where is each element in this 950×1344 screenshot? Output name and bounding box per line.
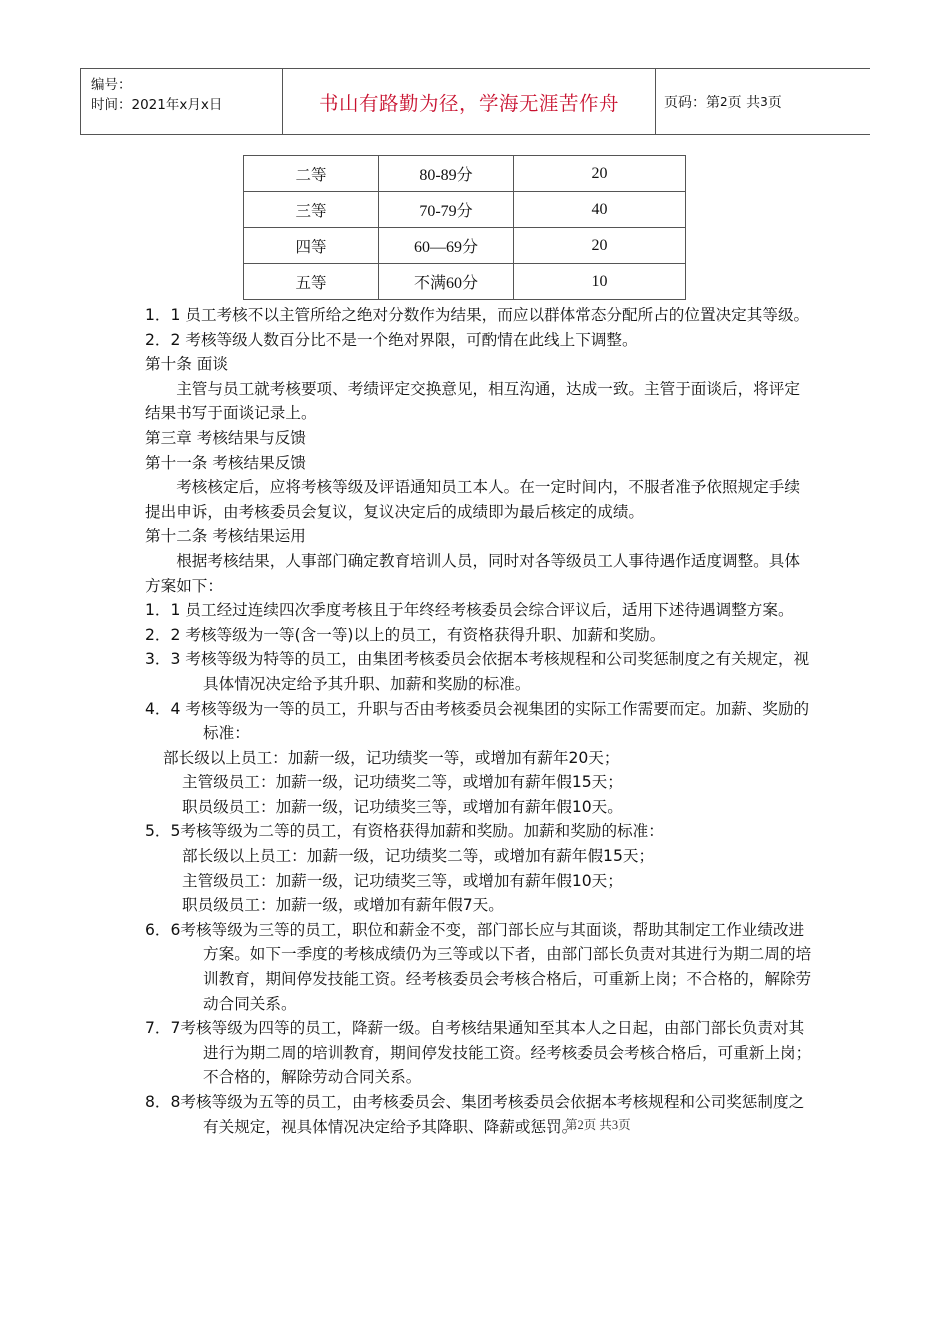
page-total: 3 [760, 94, 768, 109]
header-page-number [656, 69, 870, 134]
header-meta [81, 69, 283, 134]
article-12-title: 第十二条 考核结果运用 [145, 527, 306, 546]
score-range-cell: 不满60分 [379, 264, 514, 300]
rule-7: 7．7考核等级为四等的员工，降薪一级。自考核结果通知至其本人之日起，由部门部长负责对其进行为期二周的培训教育，期间停发技能工资。经考核委员会考核合格后，可重新上岗；不合格的，解除劳动合同关系。 [145, 1019, 812, 1087]
percentage-cell: 20 [514, 156, 686, 192]
percentage-cell: 40 [514, 192, 686, 228]
rule-4-minister: 部长级以上员工：加薪一级，记功绩奖一等，或增加有薪年20天； [163, 748, 620, 767]
header-motto: 书山有路勤为径，学海无涯苦作舟 [283, 69, 656, 134]
grade-cell: 四等 [244, 228, 379, 264]
score-range-cell: 60—69分 [379, 228, 514, 264]
clause-1-1: 1．1 员工考核不以主管所给之绝对分数作为结果，而应以群体常态分配所占的位置决定其等级。 [145, 306, 810, 324]
score-range-cell: 70-79分 [379, 192, 514, 228]
article-12-body: 根据考核结果，人事部门确定教育培训人员，同时对各等级员工人事待遇作适度调整。具体方案如下： [145, 551, 800, 595]
rule-6: 6．6考核等级为三等的员工，职位和薪金不变，部门部长应与其面谈，帮助其制定工作业绩改进方案。如下一季度的考核成绩仍为三等或以下者，由部门部长负责对其进行为期二周的培训教育，期间停发技能工资。经考核委员会考核合格后，可重新上岗；不合格的，解除劳动合同关系。 [145, 920, 812, 1013]
page-mid: 页 共 [727, 94, 761, 111]
article-10-title: 第十条 面谈 [145, 355, 228, 374]
percentage-cell: 10 [514, 264, 686, 300]
rule-5-supervisor: 主管级员工：加薪一级，记功绩奖三等，或增加有薪年假10天； [182, 871, 623, 890]
table-row [244, 264, 686, 300]
article-10-body: 主管与员工就考核要项、考绩评定交换意见，相互沟通，达成一致。主管于面谈后，将评定结果书写于面谈记录上。 [145, 379, 800, 423]
document-body [145, 303, 815, 1139]
rule-5-staff: 职员级员工：加薪一级，或增加有薪年假7天。 [182, 896, 504, 915]
table-row [244, 228, 686, 264]
page-header [80, 68, 870, 135]
table-row [244, 156, 686, 192]
rule-1: 1．1 员工经过连续四次季度考核且于年终经考核委员会综合评议后，适用下述待遇调整方案。 [145, 601, 794, 620]
rule-8: 8．8考核等级为五等的员工，由考核委员会、集团考核委员会依据本考核规程和公司奖惩制度之有关规定，视具体情况决定给予其降职、降薪或惩罚。 [145, 1093, 805, 1136]
rule-4-supervisor: 主管级员工：加薪一级，记功绩奖二等，或增加有薪年假15天； [182, 773, 623, 792]
document-number-label: 编号： [91, 77, 132, 93]
article-11-body: 考核核定后，应将考核等级及评语通知员工本人。在一定时间内，不服者准予依照规定手续提出申诉，由考核委员会复议，复议决定后的成绩即为最后核定的成绩。 [145, 478, 800, 521]
grade-distribution-table [243, 155, 686, 300]
document-date: 时间：2021年x月x日 [91, 97, 223, 113]
rule-2: 2．2 考核等级为一等(含一等)以上的员工，有资格获得升职、加薪和奖励。 [145, 625, 666, 644]
rule-4-staff: 职员级员工：加薪一级，记功绩奖三等，或增加有薪年假10天。 [182, 797, 623, 816]
table-row [244, 192, 686, 228]
rule-5: 5．5考核等级为二等的员工，有资格获得加薪和奖励。加薪和奖励的标准： [145, 822, 664, 841]
clause-2-2: 2．2 考核等级人数百分比不是一个绝对界限，可酌情在此线上下调整。 [145, 330, 638, 349]
score-range-cell: 80-89分 [379, 156, 514, 192]
rule-5-minister: 部长级以上员工：加薪一级，记功绩奖二等，或增加有薪年假15天； [182, 847, 655, 866]
article-11-title: 第十一条 考核结果反馈 [145, 453, 306, 472]
grade-cell: 三等 [244, 192, 379, 228]
page-prefix: 页码：第 [664, 94, 720, 111]
grade-cell: 五等 [244, 264, 379, 300]
grade-cell: 二等 [244, 156, 379, 192]
page-suffix: 页 [767, 94, 782, 111]
rule-4: 4．4 考核等级为一等的员工，升职与否由考核委员会视集团的实际工作需要而定。加薪、奖励的标准： [145, 699, 810, 743]
page-footer: 第2页 共3页 [565, 1118, 631, 1132]
chapter-3-title: 第三章 考核结果与反馈 [145, 428, 306, 447]
rule-3: 3．3 考核等级为特等的员工，由集团考核委员会依据本考核规程和公司奖惩制度之有关规定，视具体情况决定给予其升职、加薪和奖励的标准。 [145, 650, 810, 693]
percentage-cell: 20 [514, 228, 686, 264]
page-current: 2 [720, 94, 728, 109]
